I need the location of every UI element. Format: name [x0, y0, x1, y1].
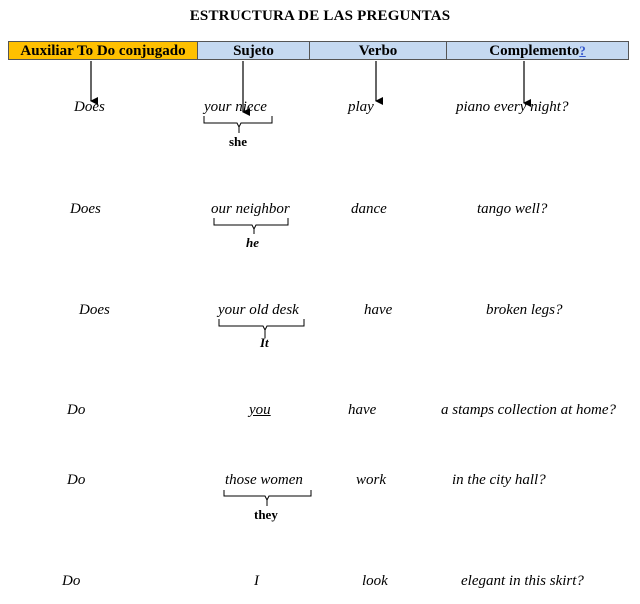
- row-6-complement: elegant in this skirt?: [461, 573, 584, 589]
- row-4-complement: a stamps collection at home?: [441, 402, 616, 418]
- row-6-auxiliar: Do: [62, 573, 81, 589]
- header-complemento-mark: ?: [579, 43, 586, 58]
- row-2-complement: tango well?: [477, 201, 548, 217]
- row-1-auxiliar: Does: [74, 99, 105, 115]
- row-4-auxiliar: Do: [67, 402, 86, 418]
- bracket-row-2: [214, 218, 288, 229]
- header-complemento-label: Complemento: [489, 43, 580, 59]
- row-3-pronoun: It: [260, 335, 269, 350]
- row-1-pronoun: she: [229, 134, 248, 149]
- row-1-complement: piano every night?: [456, 99, 569, 115]
- row-4-verb: have: [348, 402, 377, 418]
- row-3-subject: your old desk: [218, 302, 299, 318]
- row-5-verb: work: [356, 472, 386, 488]
- row-5-pronoun: they: [254, 507, 278, 522]
- row-2-verb: dance: [351, 201, 387, 217]
- row-3-auxiliar: Does: [79, 302, 110, 318]
- header-auxiliar-label: Auxiliar To Do conjugado: [20, 43, 186, 59]
- row-6-verb: look: [362, 573, 388, 589]
- row-5-subject: those women: [225, 472, 303, 488]
- bracket-row-5: [224, 490, 311, 500]
- bracket-row-1: [204, 116, 272, 127]
- row-2-subject: our neighbor: [211, 201, 290, 217]
- bracket-row-3: [219, 319, 304, 330]
- row-5-complement: in the city hall?: [452, 472, 546, 488]
- row-3-complement: broken legs?: [486, 302, 563, 318]
- header-sujeto-label: Sujeto: [233, 43, 274, 59]
- row-1-verb: play: [348, 99, 374, 115]
- header-verbo-label: Verbo: [358, 43, 398, 59]
- row-1-subject: your niece: [204, 99, 267, 115]
- row-2-pronoun: he: [246, 235, 259, 250]
- row-6-subject: I: [254, 573, 259, 589]
- page-title: ESTRUCTURA DE LAS PREGUNTAS: [189, 8, 451, 24]
- row-4-subject: you: [249, 402, 271, 418]
- row-3-verb: have: [364, 302, 393, 318]
- row-5-auxiliar: Do: [67, 472, 86, 488]
- row-2-auxiliar: Does: [70, 201, 101, 217]
